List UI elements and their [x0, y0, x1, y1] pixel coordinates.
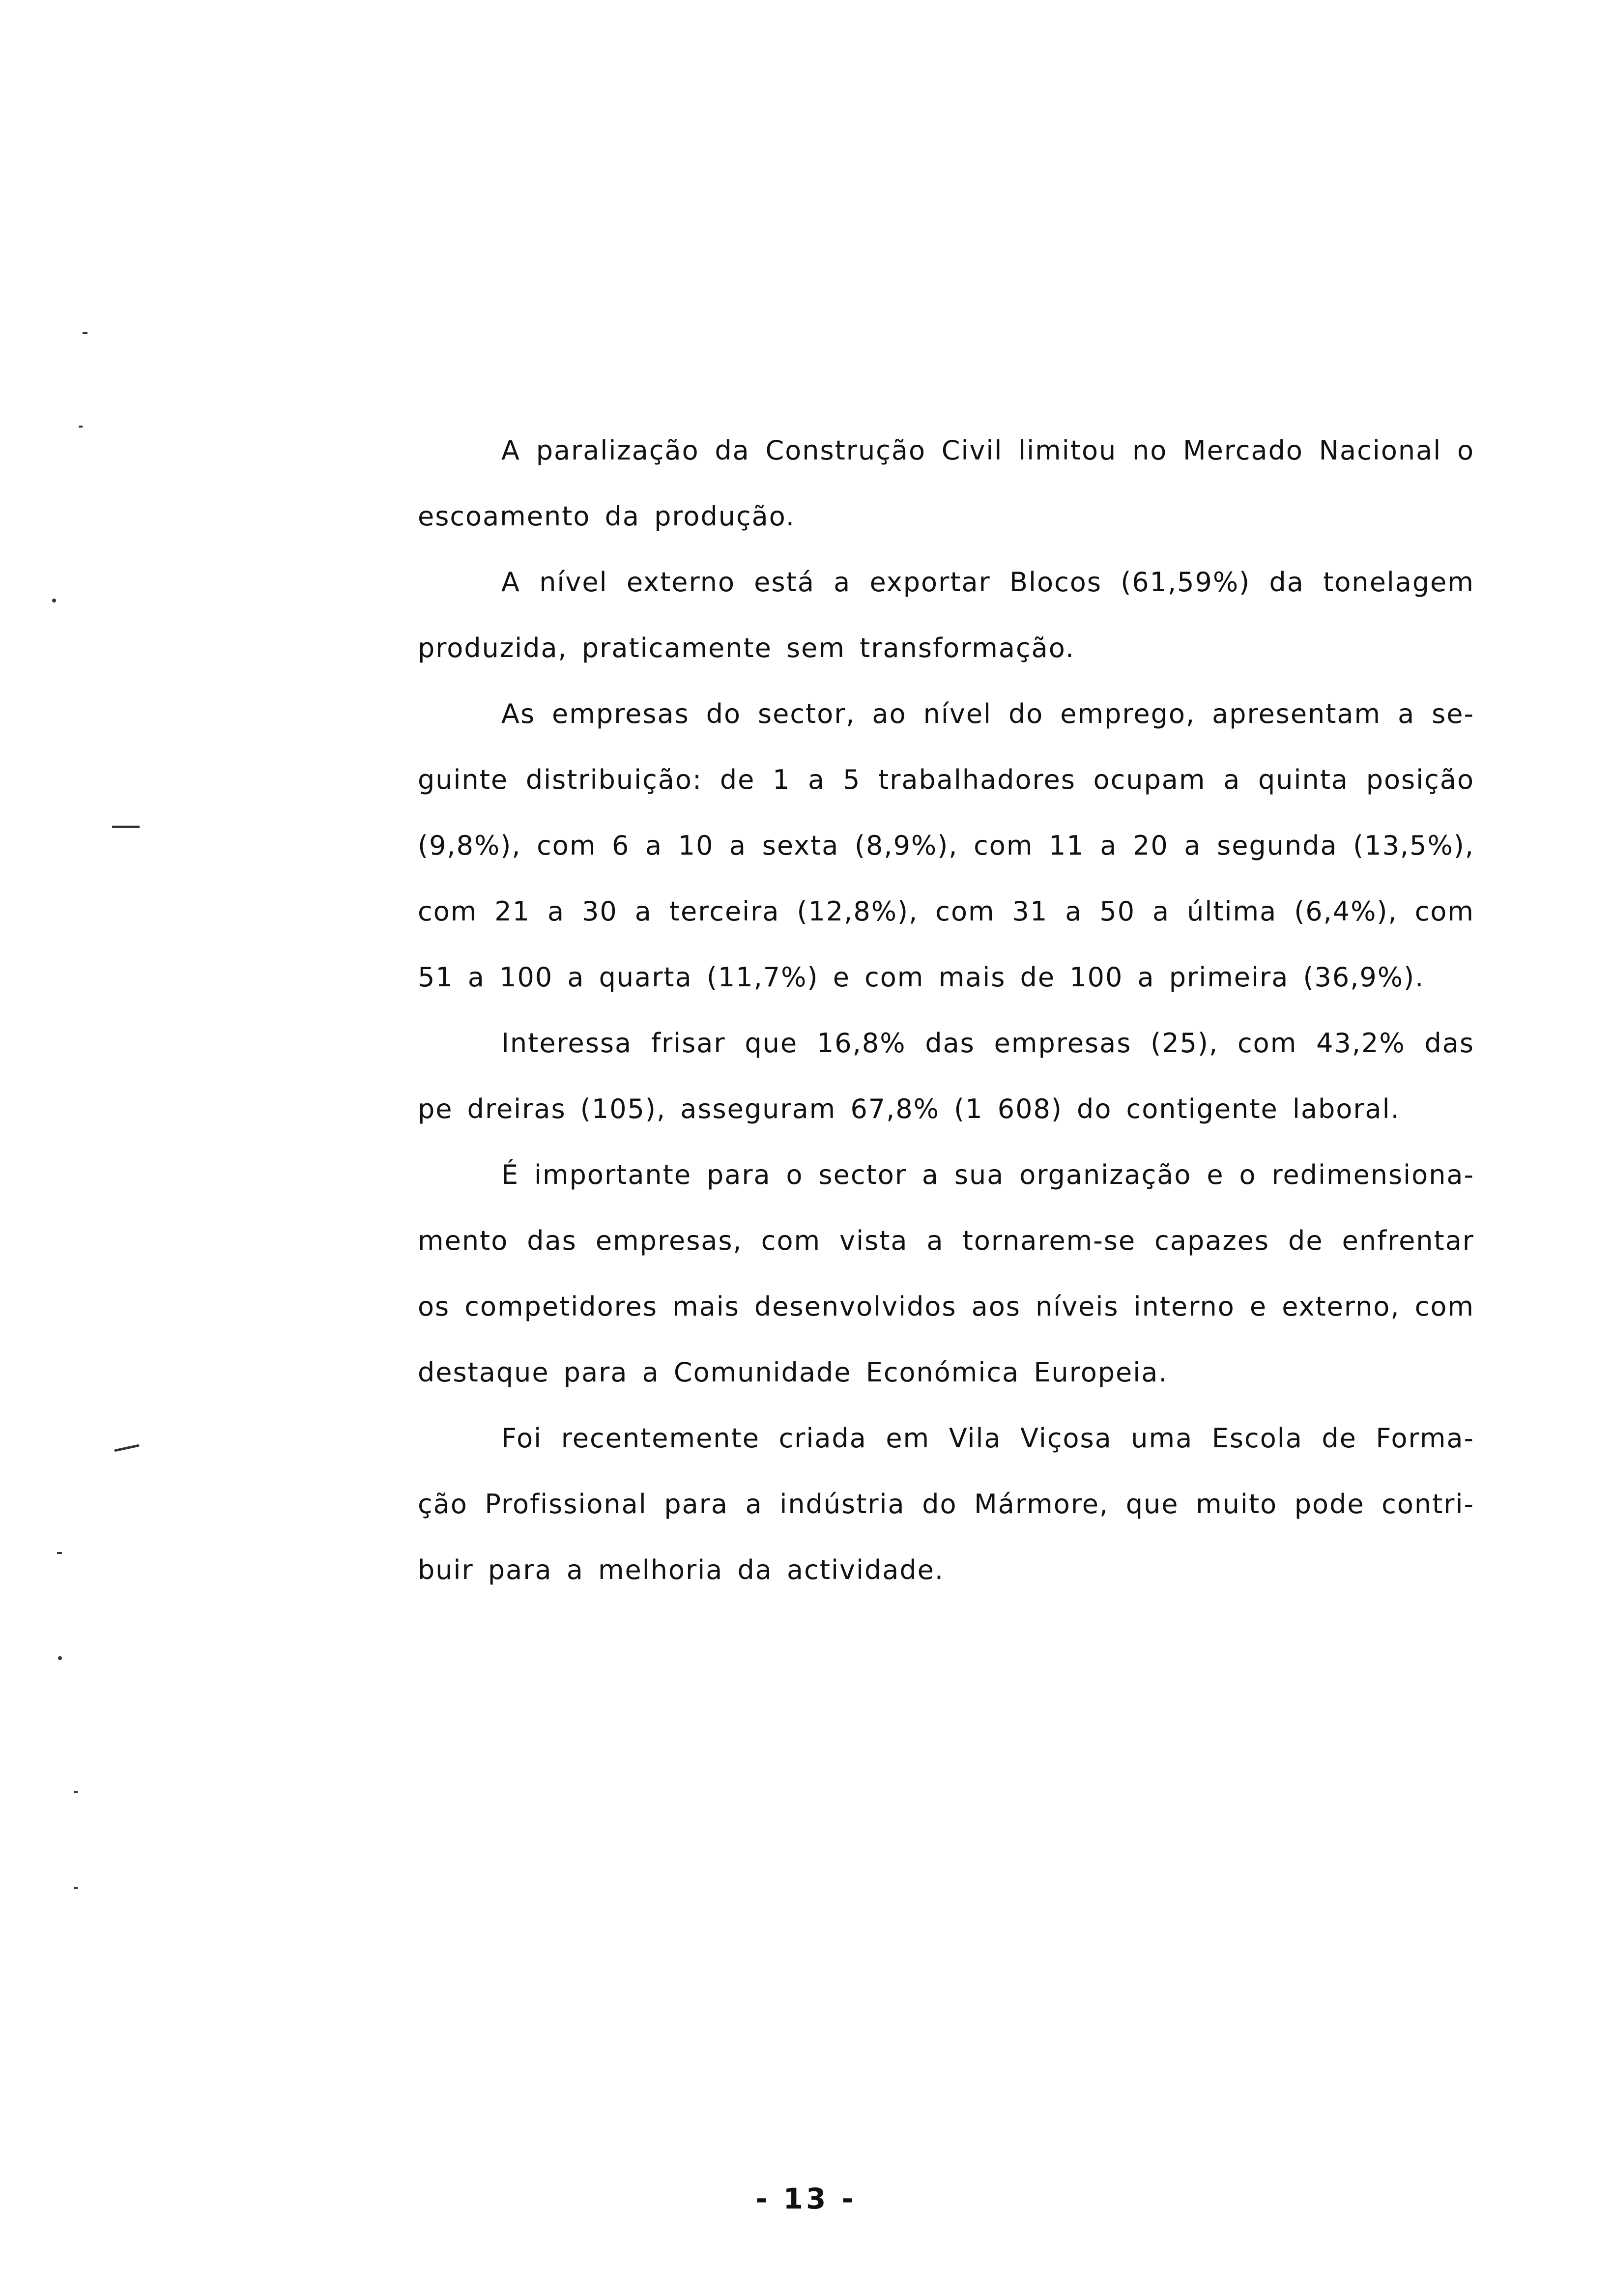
- paragraph: Foi recentemente criada em Vila Viçosa uma Escola de Forma-ção Profissional para a indústria do Mármore, que muito pode contri-buir para a melhoria da actividade.: [418, 1423, 1474, 1585]
- paragraph: Interessa frisar que 16,8% das empresas (25), com 43,2% das pe dreiras (105), asseguram 67,8% (1 608) do contigente laboral.: [418, 1028, 1474, 1124]
- margin-mark: [114, 1444, 140, 1452]
- paragraph: É importante para o sector a sua organização e o redimensiona-mento das empresas, com vista a tornarem-se capazes de enfrentar os competidores mais desenvolvidos aos níveis interno e externo, com destaque para a Comunidade Económica Europeia.: [418, 1159, 1474, 1388]
- body-text: [418, 418, 1474, 1603]
- paragraph: As empresas do sector, ao nível do emprego, apresentam a se-guinte distribuição: de 1 a 5 trabalhadores ocupam a quinta posição (9,8%), com 6 a 10 a sexta (8,9%), com 11 a 20 a segunda (13,5%), com 21 a 30 a terceira (12,8%), com 31 a 50 a última (6,4%), com 51 a 100 a quarta (11,7%) e com mais de 100 a primeira (36,9%).: [418, 698, 1474, 993]
- paragraph: A nível externo está a exportar Blocos (61,59%) da tonelagem produzida, praticamente sem transformação.: [418, 567, 1474, 663]
- margin-mark: [52, 599, 56, 603]
- paragraph: A paralização da Construção Civil limitou no Mercado Nacional o escoamento da produção.: [418, 435, 1474, 532]
- margin-mark: [58, 1656, 62, 1660]
- margin-mark: [79, 426, 83, 428]
- margin-mark: [57, 1552, 62, 1554]
- margin-mark: [74, 1887, 78, 1889]
- margin-mark: [83, 332, 87, 334]
- page-number: - 13 -: [755, 2182, 857, 2215]
- margin-mark: [74, 1791, 78, 1793]
- margin-mark: [112, 826, 140, 828]
